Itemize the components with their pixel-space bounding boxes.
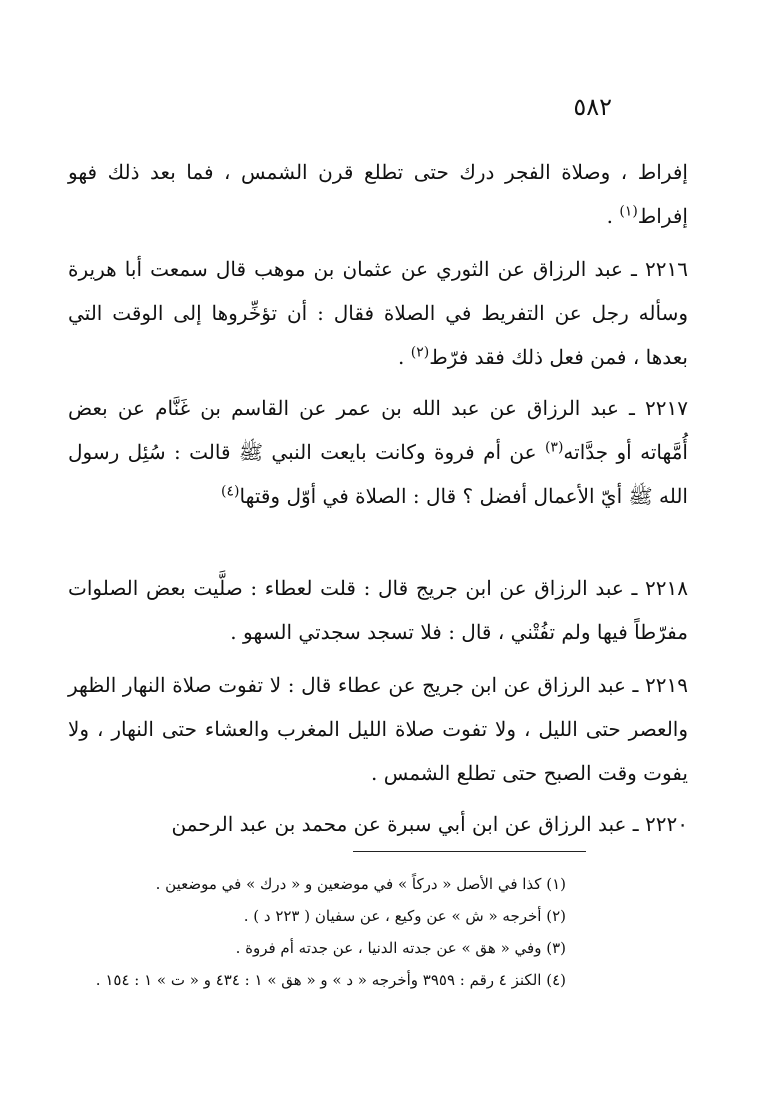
paragraph-text-b: عن أم فروة وكانت بايعت النبي ﷺ قالت : سُئِل رسول الله ﷺ أيّ الأعمال أفضل ؟ قال : الصلاة في أوّل وقتها: [68, 440, 688, 508]
footnote-1: (١) كذا في الأصل « دركاً » في موضعين و « درك » في موضعين .: [155, 875, 566, 893]
hadith-2220: [68, 802, 688, 846]
footnote-marker-2: (٢): [410, 344, 430, 361]
footnote-2: (٢) أخرجه « ش » عن وكيع ، عن سفيان ( ٢٢٣ د ) .: [243, 907, 566, 925]
paragraph-text: إفراط ، وصلاة الفجر درك حتى تطلع قرن الشمس ، فما بعد ذلك فهو إفراط: [68, 160, 688, 228]
hadith-2217: [68, 386, 688, 518]
footnote-marker-3: (٣): [544, 439, 564, 456]
footnote-4: (٤) الكنز ٤ رقم : ٣٩٥٩ وأخرجه « د » و « هق » ١ : ٤٣٤ و « ت » ١ : ١٥٤ .: [95, 971, 566, 989]
hadith-2216: [68, 247, 688, 379]
page-number: ٥٨٢: [573, 93, 612, 121]
paragraph-tail: .: [606, 204, 620, 228]
hadith-2218: [68, 566, 688, 654]
hadith-2219: [68, 663, 688, 795]
footnotes: [66, 868, 566, 996]
footnote-3: (٣) وفي « هق » عن جدته الدنيا ، عن جدته أم فروة .: [235, 939, 566, 957]
footnote-divider: [353, 851, 586, 852]
footnote-marker-4: (٤): [221, 483, 240, 500]
paragraph-text-a: ٢٢١٧ ـ عبد الرزاق عن عبد الله بن عمر عن القاسم بن غَنَّام عن بعض أُمَّهاته أو جدَّاته: [68, 396, 688, 464]
paragraph-text: ٢٢١٩ ـ عبد الرزاق عن ابن جريج عن عطاء قال : لا تفوت صلاة النهار الظهر والعصر حتى الليل ، ولا تفوت صلاة الليل المغرب والعشاء حتى النهار ، ولا يفوت وقت الصبح حتى تطلع الشمس .: [68, 673, 688, 785]
paragraph-text: ٢٢١٦ ـ عبد الرزاق عن الثوري عن عثمان بن موهب قال سمعت أبا هريرة وسأله رجل عن التفريط في الصلاة فقال : أن تؤخِّروها إلى الوقت التي بعدها ، فمن فعل ذلك فقد فرّط: [68, 257, 688, 369]
paragraph-text: ٢٢٢٠ ـ عبد الرزاق عن ابن أبي سبرة عن محمد بن عبد الرحمن: [171, 812, 688, 836]
paragraph-text: ٢٢١٨ ـ عبد الرزاق عن ابن جريج قال : قلت لعطاء : صلَّيت بعض الصلوات مفرّطاً فيها ولم تفُتْني ، قال : فلا تسجد سجدتي السهو .: [68, 576, 688, 644]
paragraph-1: [68, 150, 688, 238]
paragraph-tail: .: [398, 345, 411, 369]
footnote-marker-1: (١): [619, 203, 638, 220]
